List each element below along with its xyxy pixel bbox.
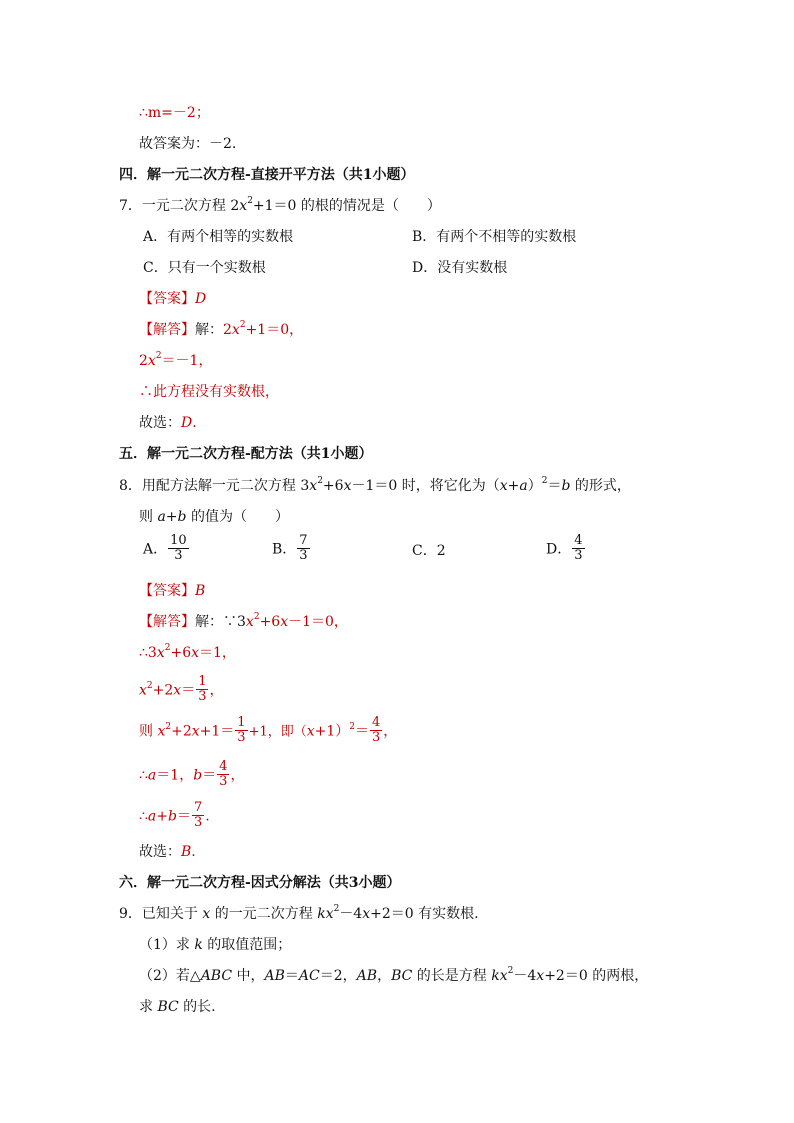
var-b: b: [193, 767, 203, 784]
q8-solution-line-2: [139, 644, 236, 662]
q8-solution-line-1: [139, 613, 348, 631]
solution-text: ∴: [139, 767, 148, 784]
numerator: 4: [372, 715, 381, 730]
q8-option-c: [412, 542, 446, 560]
var-x: x: [147, 353, 156, 369]
var-x: x: [191, 645, 200, 661]
segment-bc: BC: [391, 968, 413, 984]
solution-text: ∴3: [139, 645, 157, 661]
numerator: 1: [237, 715, 246, 730]
var-x: x: [139, 682, 147, 699]
q7-option-d: [412, 259, 507, 277]
solution-lead: 解：∵3: [195, 614, 246, 630]
question-8-stem-line-2: [139, 508, 289, 526]
question-number: 9．: [119, 906, 142, 922]
part-text: 的长是方程: [412, 968, 492, 984]
chosen-value: B: [181, 844, 192, 860]
stem-text: －1＝0 时，将它化为（: [351, 478, 500, 494]
comma: ，: [209, 682, 224, 699]
section-6-heading: [119, 874, 401, 892]
fraction: [196, 675, 208, 704]
part-text: +2＝0 的两根，: [544, 968, 649, 984]
stem-text: 则: [139, 509, 158, 525]
solution-text: ＝1，: [156, 767, 194, 784]
stem-text: 的值为（ ）: [186, 509, 289, 525]
solution-text: +2: [171, 723, 192, 740]
fraction: [217, 760, 229, 789]
section-5-heading: [119, 445, 373, 463]
var-x-plus-a: x+a: [499, 478, 528, 494]
denominator: 3: [219, 774, 228, 789]
var-x: x: [191, 723, 200, 740]
question-number: 7．: [119, 198, 142, 214]
numerator: 1: [198, 674, 207, 689]
var-a-plus-b: a+b: [147, 808, 177, 825]
q8-option-b: [272, 535, 311, 564]
option-b-label: B．: [272, 541, 297, 558]
solution-text: +1＝0，: [245, 322, 304, 338]
solution-text: +1＝: [199, 723, 235, 740]
var-x: x: [309, 478, 318, 494]
fraction: [297, 534, 309, 563]
fraction: [192, 801, 204, 830]
question-9-part-2: [139, 967, 648, 985]
segment-ab: AB: [264, 968, 285, 984]
numerator: 4: [219, 759, 228, 774]
fraction: [168, 534, 189, 563]
var-x: x: [325, 906, 334, 922]
var-k: k: [194, 937, 203, 953]
question-9-part-1: [139, 936, 291, 954]
segment-bc: BC: [157, 999, 179, 1015]
var-a: a: [147, 767, 157, 784]
var-b: b: [561, 478, 571, 494]
q8-solution-line-6: [139, 802, 210, 831]
denominator: 3: [174, 548, 183, 563]
q7-option-c: [143, 259, 266, 277]
exponent: 2: [507, 966, 514, 977]
solution-text: －1＝0，: [288, 614, 348, 630]
var-x: x: [156, 645, 165, 661]
part-text: ，: [377, 968, 392, 984]
q8-solution-line-7: [139, 843, 196, 861]
exponent: 2: [155, 351, 162, 362]
chosen-value: D: [181, 415, 193, 431]
denominator: 3: [237, 730, 246, 745]
q8-solution-line-3: [139, 676, 223, 705]
question-9-part-2-line-2: [139, 998, 216, 1016]
solution-tag: 【解答】: [139, 614, 195, 630]
stem-text: +1＝0 的根的情况是（ ）: [252, 198, 441, 214]
q8-option-a: [143, 535, 190, 564]
q7-answer: [139, 290, 206, 308]
solution-text: ∴此方程没有实数根，: [139, 384, 279, 400]
section-4-title: 四．解一元二次方程-直接开平方法（共1小题）: [119, 167, 415, 183]
coef: 2: [223, 322, 232, 338]
answer-text: 故答案为：－2.: [139, 136, 237, 152]
exponent: 2: [165, 721, 172, 732]
solution-text: +1，即（: [248, 724, 307, 740]
fraction: [370, 716, 382, 745]
var-x: x: [306, 723, 315, 740]
section-5-title: 五．解一元二次方程-配方法（共1小题）: [119, 446, 373, 462]
stem-text: －4: [339, 906, 363, 922]
q7-solution-line-3: [139, 383, 279, 401]
exponent: 2: [253, 612, 260, 623]
part-text: （2）若△: [139, 968, 201, 984]
var-x: x: [173, 682, 182, 699]
part-text: 的长.: [178, 999, 216, 1015]
solution-text: 则: [139, 723, 158, 740]
option-d-text: D．没有实数根: [412, 260, 508, 276]
comma: ，: [383, 723, 398, 740]
var-x: x: [231, 322, 240, 338]
option-c-value: 2: [436, 543, 446, 559]
exponent: 2: [317, 476, 323, 487]
stem-text: 已知关于: [141, 906, 203, 922]
solution-text: ＝1，: [199, 645, 236, 661]
answer-tag: 【答案】: [139, 583, 195, 599]
stem-text: +2＝0 有实数根.: [370, 906, 479, 922]
exponent: 2: [239, 320, 246, 331]
solution-text: ∴: [139, 808, 148, 825]
question-number: 8．: [119, 478, 142, 494]
fraction: [235, 716, 247, 745]
stem-text: 用配方法解一元二次方程 3: [141, 478, 310, 494]
var-x: x: [245, 614, 254, 630]
numerator: 10: [170, 533, 187, 548]
therefore-m-text: ∴m=－2；: [139, 105, 210, 121]
section-4-heading: [119, 166, 415, 184]
stem-text: 的形式，: [570, 478, 631, 494]
triangle-abc: ABC: [200, 968, 233, 984]
q8-solution-line-4: [139, 717, 397, 746]
var-k: k: [317, 906, 326, 922]
exponent: 2: [333, 904, 340, 915]
period: .: [191, 844, 196, 860]
question-9-stem: [119, 905, 479, 923]
var-x: x: [157, 723, 166, 740]
numerator: 7: [193, 800, 203, 815]
answer-value: D: [195, 291, 207, 307]
q8-option-d: [546, 535, 586, 564]
question-7-stem: [119, 197, 441, 215]
answer-value: B: [195, 583, 206, 599]
option-c-text: C．只有一个实数根: [143, 260, 266, 276]
stem-text: +6: [322, 478, 344, 494]
solution-text: +2: [152, 682, 174, 699]
solution-text: ＝: [181, 682, 196, 699]
part-text: 求: [139, 999, 158, 1015]
part-text: －4: [513, 968, 537, 984]
therefore-m-line: [139, 104, 210, 122]
question-8-stem-line-1: [119, 477, 631, 495]
answer-line: [139, 135, 236, 153]
part-text: ＝2，: [319, 968, 357, 984]
option-b-text: B．有两个不相等的实数根: [412, 229, 577, 245]
var-x: x: [499, 968, 508, 984]
solution-text: ＝: [202, 767, 217, 784]
part-text: 中，: [232, 968, 265, 984]
var-x: x: [239, 198, 248, 214]
option-d-label: D．: [546, 541, 572, 558]
part-text: 的取值范围；: [202, 937, 292, 953]
var-k: k: [491, 968, 500, 984]
denominator: 3: [299, 548, 308, 563]
q7-solution-line-1: [139, 321, 303, 339]
q7-option-b: [412, 228, 576, 246]
option-c-label: C．: [412, 543, 437, 559]
stem-text: 的一元二次方程: [210, 906, 318, 922]
option-a-label: A．: [143, 541, 168, 558]
var-x: x: [202, 906, 211, 922]
part-text: ＝: [284, 968, 299, 984]
coef: 2: [139, 353, 148, 369]
choose-label: 故选：: [139, 415, 181, 431]
solution-text: ＝: [355, 723, 370, 740]
denominator: 3: [372, 730, 381, 745]
solution-text: +6: [259, 614, 281, 630]
period: .: [192, 415, 197, 431]
section-6-title: 六．解一元二次方程-因式分解法（共3小题）: [119, 875, 401, 891]
solution-lead: 解：: [195, 322, 223, 338]
numerator: 4: [574, 533, 583, 548]
answer-tag: 【答案】: [139, 291, 195, 307]
q7-solution-line-4: [139, 414, 197, 432]
var-x: x: [280, 614, 289, 630]
exponent: 2: [349, 721, 356, 732]
part-text: （1）求: [139, 937, 195, 953]
denominator: 3: [198, 689, 207, 704]
numerator: 7: [299, 533, 308, 548]
option-a-text: A．有两个相等的实数根: [143, 229, 294, 245]
stem-text: 一元二次方程 2: [141, 198, 240, 214]
solution-text: +1）: [314, 723, 350, 740]
solution-tag: 【解答】: [139, 322, 195, 338]
comma: ，: [230, 767, 245, 784]
var-a-plus-b: a+b: [157, 509, 187, 525]
var-x: x: [343, 478, 352, 494]
var-x: x: [536, 968, 545, 984]
exponent: 2: [247, 196, 253, 207]
q8-solution-line-5: [139, 761, 244, 790]
period: .: [205, 808, 210, 825]
segment-ac: AC: [298, 968, 320, 984]
solution-text: ＝: [176, 808, 191, 825]
stem-text: ）: [527, 478, 542, 494]
q8-answer: [139, 582, 205, 600]
solution-text: +6: [170, 645, 192, 661]
stem-text: ＝: [547, 478, 562, 494]
exponent: 2: [146, 680, 153, 691]
exponent: 2: [164, 643, 171, 654]
fraction: [572, 534, 584, 563]
exponent: 2: [541, 476, 548, 487]
var-x: x: [362, 906, 371, 922]
denominator: 3: [193, 815, 203, 830]
segment-ab: AB: [356, 968, 378, 984]
solution-text: ＝－1，: [161, 353, 213, 369]
q7-solution-line-2: [139, 352, 212, 370]
q7-option-a: [143, 228, 293, 246]
choose-label: 故选：: [139, 844, 181, 860]
denominator: 3: [574, 548, 583, 563]
